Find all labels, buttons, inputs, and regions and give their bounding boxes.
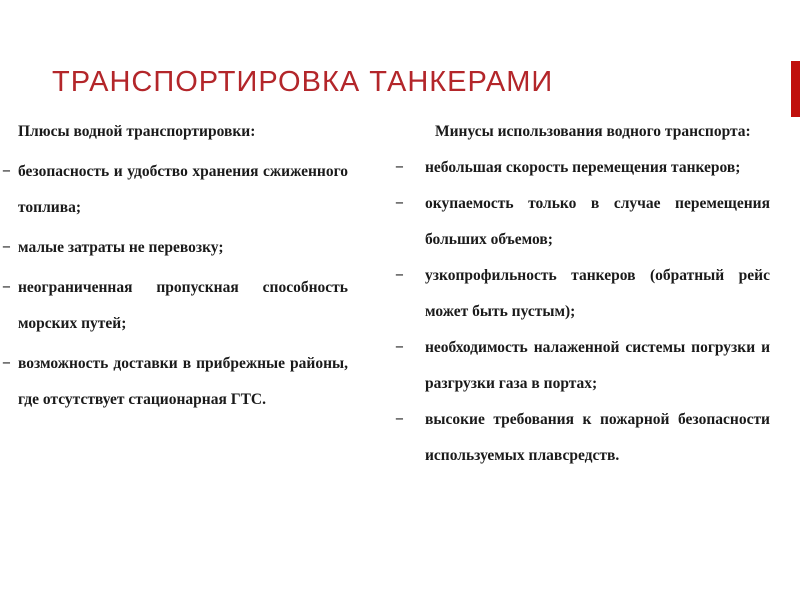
pros-heading: Плюсы водной транспортировки: [18, 123, 256, 140]
cons-item-text: высокие требования к пожарной безопасности используемых плавсредств. [425, 411, 770, 464]
pros-item [2, 230, 348, 266]
cons-list [395, 150, 770, 474]
bullet-dash: − [2, 279, 11, 296]
cons-item [395, 402, 770, 474]
cons-item [395, 258, 770, 330]
cons-item-text: окупаемость только в случае перемещения больших объемов; [425, 195, 770, 248]
cons-item-text: необходимость налаженной системы погрузки и разгрузки газа в портах; [425, 339, 770, 392]
pros-list [2, 154, 348, 418]
title-accent-bar [791, 61, 800, 117]
bullet-dash: − [395, 195, 404, 212]
pros-item [2, 154, 348, 226]
pros-item-text: возможность доставки в прибрежные районы, где отсутствует стационарная ГТС. [18, 355, 348, 408]
pros-item-text: неограниченная пропускная способность морских путей; [18, 279, 348, 332]
pros-item-text: безопасность и удобство хранения сжиженного топлива; [18, 163, 348, 216]
pros-item [2, 270, 348, 342]
bullet-dash: − [2, 163, 11, 180]
slide-title: ТРАНСПОРТИРОВКА ТАНКЕРАМИ [52, 66, 554, 98]
pros-item-text: малые затраты не перевозку; [18, 239, 224, 256]
cons-item [395, 150, 770, 186]
pros-item [2, 346, 348, 418]
cons-column [395, 114, 770, 474]
bullet-dash: − [395, 339, 404, 356]
cons-heading: Минусы использования водного транспорта: [435, 123, 751, 140]
bullet-dash: − [395, 267, 404, 284]
cons-item [395, 186, 770, 258]
bullet-dash: − [395, 411, 404, 428]
cons-item [395, 330, 770, 402]
bullet-dash: − [2, 239, 11, 256]
cons-item-text: небольшая скорость перемещения танкеров; [425, 159, 741, 176]
pros-column [2, 114, 348, 418]
bullet-dash: − [395, 159, 404, 176]
bullet-dash: − [2, 355, 11, 372]
cons-item-text: узкопрофильность танкеров (обратный рейс может быть пустым); [425, 267, 770, 320]
